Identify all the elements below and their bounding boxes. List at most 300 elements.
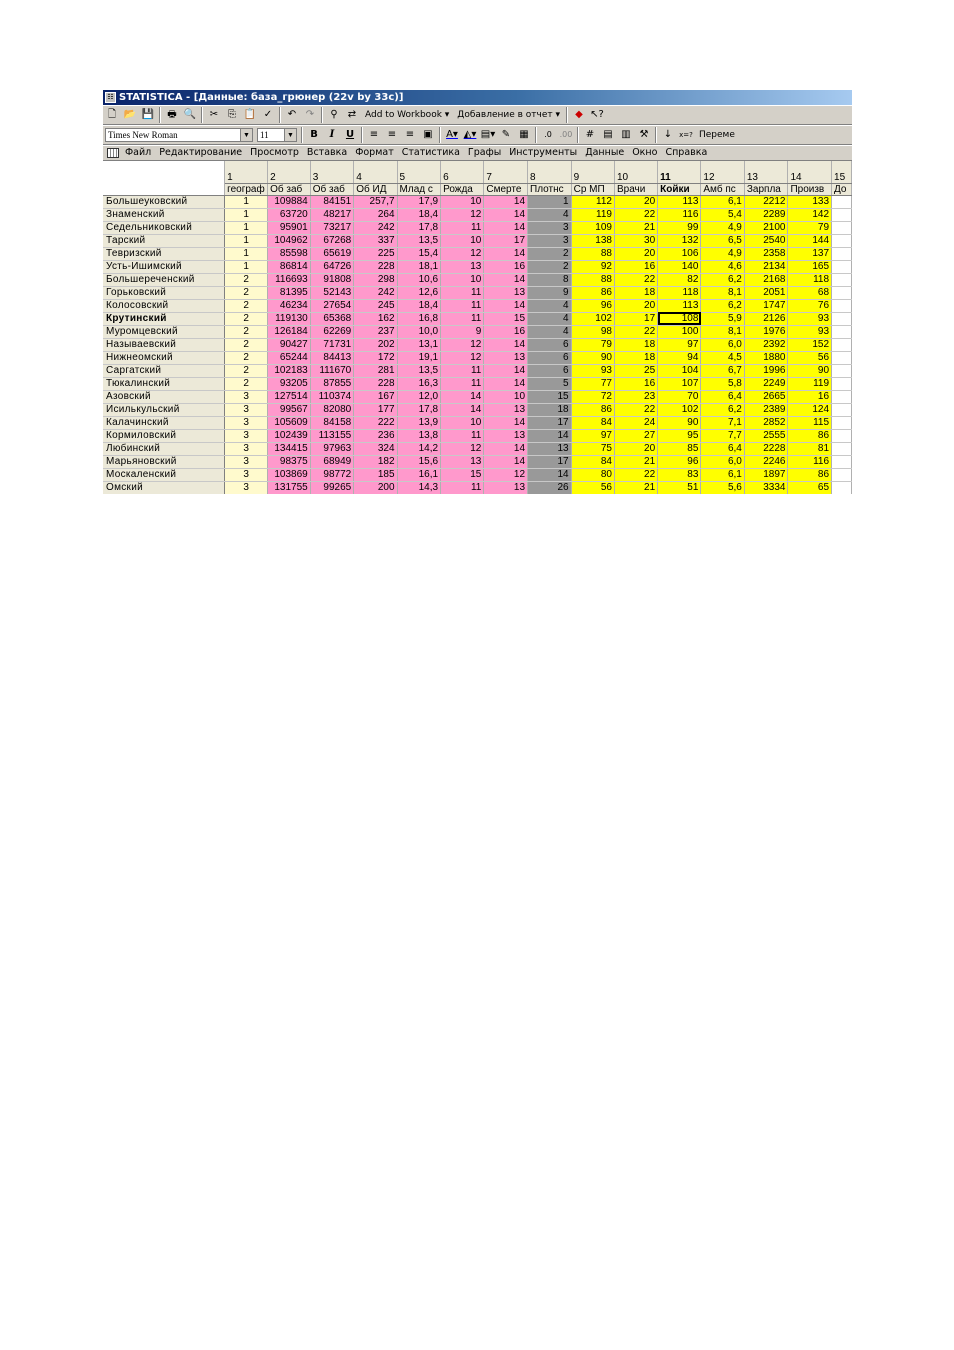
data-cell[interactable]: 98772 [310, 468, 354, 481]
data-cell[interactable]: 63720 [268, 208, 311, 221]
data-cell[interactable]: 80 [571, 468, 614, 481]
insert-variable-icon[interactable]: ▤ [603, 129, 613, 140]
data-cell[interactable]: 98 [571, 325, 614, 338]
data-cell[interactable]: 182 [354, 455, 397, 468]
data-cell[interactable]: 84151 [310, 195, 354, 208]
data-cell[interactable]: 2100 [744, 221, 788, 234]
font-name-combo[interactable] [105, 128, 253, 142]
data-cell[interactable]: 21 [614, 221, 657, 234]
data-cell[interactable]: 16,1 [397, 468, 441, 481]
data-cell[interactable]: 21 [614, 481, 657, 494]
data-cell[interactable]: 18,4 [397, 299, 441, 312]
data-cell[interactable]: 108 [658, 312, 701, 325]
data-cell[interactable]: 2 [225, 338, 268, 351]
data-cell[interactable]: 95901 [268, 221, 311, 234]
data-cell[interactable]: 18 [614, 286, 657, 299]
data-cell[interactable]: 13,8 [397, 429, 441, 442]
data-cell[interactable]: 22 [614, 208, 657, 221]
data-cell[interactable]: 65368 [310, 312, 354, 325]
data-cell[interactable]: 82080 [310, 403, 354, 416]
title-bar[interactable] [103, 90, 852, 105]
data-cell[interactable]: 70 [658, 390, 701, 403]
data-cell[interactable]: 10 [441, 416, 484, 429]
data-cell[interactable]: 14 [528, 429, 572, 442]
data-cell[interactable]: 14 [484, 221, 528, 234]
data-cell[interactable]: 185 [354, 468, 397, 481]
data-cell[interactable]: 85 [658, 442, 701, 455]
case-name[interactable]: Любинский [103, 442, 225, 455]
menu-item[interactable]: Файл [125, 147, 152, 158]
data-cell[interactable]: 9 [528, 286, 572, 299]
data-cell[interactable]: 16,3 [397, 377, 441, 390]
data-cell[interactable]: 2555 [744, 429, 788, 442]
data-cell[interactable]: 23 [614, 390, 657, 403]
data-cell[interactable]: 72 [571, 390, 614, 403]
data-cell[interactable]: 4 [528, 208, 572, 221]
sort-icon[interactable]: ↓ [663, 129, 673, 140]
data-cell[interactable]: 51 [658, 481, 701, 494]
copy-icon[interactable]: ⎘ [228, 109, 236, 120]
data-cell[interactable]: 162 [354, 312, 397, 325]
data-cell[interactable]: 6,2 [701, 273, 744, 286]
data-cell[interactable]: 13 [441, 260, 484, 273]
data-cell[interactable]: 46234 [268, 299, 311, 312]
data-cell[interactable]: 2 [225, 364, 268, 377]
data-cell[interactable]: 1 [528, 195, 572, 208]
data-cell[interactable]: 3 [225, 390, 268, 403]
data-cell[interactable]: 15 [484, 312, 528, 325]
data-cell[interactable]: 6,1 [701, 195, 744, 208]
data-cell[interactable]: 91808 [310, 273, 354, 286]
data-cell[interactable]: 11 [441, 377, 484, 390]
merge-cells-icon[interactable]: ▣ [423, 129, 433, 140]
data-cell[interactable]: 20 [614, 247, 657, 260]
data-cell[interactable]: 13 [484, 481, 528, 494]
menu-item[interactable]: Статистика [401, 147, 460, 158]
data-cell[interactable]: 13 [484, 429, 528, 442]
data-cell[interactable]: 56 [788, 351, 832, 364]
data-cell[interactable]: 242 [354, 286, 397, 299]
data-cell[interactable]: 10,0 [397, 325, 441, 338]
data-cell[interactable]: 2 [225, 299, 268, 312]
data-cell[interactable]: 134415 [268, 442, 311, 455]
data-cell[interactable] [832, 416, 852, 429]
data-cell[interactable]: 4,9 [701, 247, 744, 260]
data-cell[interactable]: 12,0 [397, 390, 441, 403]
data-cell[interactable] [832, 234, 852, 247]
data-cell[interactable]: 133 [788, 195, 832, 208]
data-cell[interactable] [832, 468, 852, 481]
data-cell[interactable]: 1 [225, 195, 268, 208]
data-cell[interactable]: 119 [571, 208, 614, 221]
data-cell[interactable]: 106 [658, 247, 701, 260]
data-cell[interactable]: 2 [528, 247, 572, 260]
data-cell[interactable]: 14 [484, 338, 528, 351]
data-cell[interactable]: 4,9 [701, 221, 744, 234]
data-cell[interactable]: 68949 [310, 455, 354, 468]
data-cell[interactable]: 19,1 [397, 351, 441, 364]
data-cell[interactable]: 2665 [744, 390, 788, 403]
data-cell[interactable]: 20 [614, 442, 657, 455]
data-cell[interactable]: 102 [658, 403, 701, 416]
borders-icon[interactable]: ▤▾ [480, 129, 496, 140]
case-name[interactable]: Нижнеомский [103, 351, 225, 364]
data-cell[interactable]: 13 [484, 286, 528, 299]
data-cell[interactable]: 12 [441, 351, 484, 364]
data-cell[interactable]: 12 [484, 468, 528, 481]
case-name[interactable]: Тюкалинский [103, 377, 225, 390]
case-names-icon[interactable]: x=? [679, 131, 693, 139]
data-cell[interactable]: 18 [614, 351, 657, 364]
data-cell[interactable]: 2 [225, 312, 268, 325]
data-cell[interactable]: 116 [788, 455, 832, 468]
column-header[interactable]: Рожда [441, 183, 484, 195]
data-cell[interactable]: 10,6 [397, 273, 441, 286]
data-cell[interactable]: 14,2 [397, 442, 441, 455]
data-cell[interactable]: 86 [571, 286, 614, 299]
data-cell[interactable]: 17 [484, 234, 528, 247]
data-cell[interactable]: 1747 [744, 299, 788, 312]
data-cell[interactable] [832, 260, 852, 273]
data-cell[interactable]: 9 [441, 325, 484, 338]
tools-icon[interactable]: ⚒ [639, 129, 649, 140]
case-name[interactable]: Седельниковский [103, 221, 225, 234]
data-cell[interactable]: 1976 [744, 325, 788, 338]
column-number[interactable]: 14 [788, 161, 832, 183]
data-cell[interactable] [832, 364, 852, 377]
align-right-icon[interactable]: ≡ [405, 129, 415, 140]
data-cell[interactable]: 17,8 [397, 221, 441, 234]
column-number[interactable]: 2 [268, 161, 311, 183]
data-cell[interactable]: 2 [225, 377, 268, 390]
data-cell[interactable]: 105609 [268, 416, 311, 429]
case-name[interactable]: Крутинский [103, 312, 225, 325]
case-name[interactable]: Исилькульский [103, 403, 225, 416]
case-name[interactable]: Омский [103, 481, 225, 494]
data-cell[interactable]: 73217 [310, 221, 354, 234]
data-cell[interactable]: 13,9 [397, 416, 441, 429]
data-cell[interactable]: 20 [614, 299, 657, 312]
data-cell[interactable]: 20 [614, 195, 657, 208]
data-cell[interactable]: 115 [788, 416, 832, 429]
data-cell[interactable] [832, 273, 852, 286]
column-header[interactable]: Млад с [397, 183, 441, 195]
data-cell[interactable]: 113 [658, 299, 701, 312]
data-cell[interactable]: 1 [225, 221, 268, 234]
add-to-report-button[interactable]: Добавление в отчет ▾ [457, 110, 561, 120]
data-cell[interactable]: 3 [225, 481, 268, 494]
align-center-icon[interactable]: ≡ [387, 129, 397, 140]
data-cell[interactable]: 93 [788, 325, 832, 338]
data-cell[interactable]: 93 [571, 364, 614, 377]
data-cell[interactable]: 99567 [268, 403, 311, 416]
data-cell[interactable]: 102439 [268, 429, 311, 442]
data-cell[interactable]: 144 [788, 234, 832, 247]
data-cell[interactable] [832, 286, 852, 299]
spreadsheet-doc-icon[interactable] [107, 148, 119, 158]
data-cell[interactable]: 30 [614, 234, 657, 247]
data-cell[interactable] [832, 338, 852, 351]
data-cell[interactable]: 11 [441, 312, 484, 325]
data-cell[interactable]: 138 [571, 234, 614, 247]
column-number[interactable]: 10 [614, 161, 657, 183]
data-cell[interactable]: 25 [614, 364, 657, 377]
data-cell[interactable] [832, 442, 852, 455]
find-binoculars-icon[interactable]: ⚲ [330, 109, 338, 120]
data-cell[interactable]: 2051 [744, 286, 788, 299]
data-cell[interactable]: 2126 [744, 312, 788, 325]
data-cell[interactable] [832, 221, 852, 234]
column-number[interactable]: 12 [701, 161, 744, 183]
data-cell[interactable]: 14 [441, 390, 484, 403]
data-cell[interactable] [832, 195, 852, 208]
data-cell[interactable]: 6,4 [701, 390, 744, 403]
marker-icon[interactable]: ✎ [501, 129, 511, 140]
data-cell[interactable]: 17 [614, 312, 657, 325]
data-cell[interactable]: 27 [614, 429, 657, 442]
data-cell[interactable]: 93 [788, 312, 832, 325]
data-cell[interactable]: 10 [441, 195, 484, 208]
data-cell[interactable]: 8,1 [701, 286, 744, 299]
column-header[interactable]: Зарпла [744, 183, 788, 195]
data-cell[interactable]: 27654 [310, 299, 354, 312]
data-cell[interactable]: 222 [354, 416, 397, 429]
data-cell[interactable]: 76 [788, 299, 832, 312]
data-cell[interactable] [832, 208, 852, 221]
data-cell[interactable]: 87855 [310, 377, 354, 390]
data-cell[interactable]: 100 [658, 325, 701, 338]
data-cell[interactable]: 90 [571, 351, 614, 364]
data-cell[interactable]: 131755 [268, 481, 311, 494]
data-cell[interactable]: 113155 [310, 429, 354, 442]
data-cell[interactable]: 17,9 [397, 195, 441, 208]
menu-item[interactable]: Формат [355, 147, 394, 158]
format-painter-icon[interactable]: ✓ [263, 109, 273, 120]
column-header[interactable]: Амб пс [701, 183, 744, 195]
data-cell[interactable]: 75 [571, 442, 614, 455]
data-cell[interactable]: 2249 [744, 377, 788, 390]
redo-icon[interactable]: ↷ [305, 109, 315, 120]
data-cell[interactable]: 2246 [744, 455, 788, 468]
data-cell[interactable]: 6,0 [701, 338, 744, 351]
chevron-down-icon[interactable]: ▼ [284, 129, 296, 141]
data-cell[interactable]: 99265 [310, 481, 354, 494]
data-cell[interactable]: 137 [788, 247, 832, 260]
data-cell[interactable]: 6,2 [701, 403, 744, 416]
data-cell[interactable]: 65619 [310, 247, 354, 260]
column-number[interactable]: 5 [397, 161, 441, 183]
data-cell[interactable]: 104962 [268, 234, 311, 247]
column-number[interactable]: 9 [571, 161, 614, 183]
data-cell[interactable] [832, 247, 852, 260]
data-cell[interactable]: 88 [571, 247, 614, 260]
data-cell[interactable]: 96 [658, 455, 701, 468]
data-cell[interactable] [832, 429, 852, 442]
data-cell[interactable]: 97 [571, 429, 614, 442]
menu-item[interactable]: Графы [467, 147, 502, 158]
data-cell[interactable]: 127514 [268, 390, 311, 403]
data-cell[interactable]: 110374 [310, 390, 354, 403]
variable-specs-icon[interactable]: # [585, 129, 595, 140]
data-cell[interactable]: 84413 [310, 351, 354, 364]
eraser-icon[interactable]: ◆ [575, 109, 583, 120]
menu-item[interactable]: Окно [632, 147, 658, 158]
data-cell[interactable]: 3 [225, 442, 268, 455]
column-header[interactable]: До [832, 183, 852, 195]
data-cell[interactable]: 113 [658, 195, 701, 208]
case-name[interactable]: Кормиловский [103, 429, 225, 442]
open-folder-icon[interactable]: 📂 [123, 109, 137, 120]
data-cell[interactable] [832, 351, 852, 364]
data-cell[interactable]: 118 [658, 286, 701, 299]
column-header[interactable]: Плотнс [528, 183, 572, 195]
data-cell[interactable]: 86 [571, 403, 614, 416]
data-cell[interactable]: 2134 [744, 260, 788, 273]
data-cell[interactable]: 140 [658, 260, 701, 273]
column-number[interactable]: 4 [354, 161, 397, 183]
data-cell[interactable]: 12 [441, 442, 484, 455]
data-cell[interactable]: 11 [441, 364, 484, 377]
data-cell[interactable]: 5,9 [701, 312, 744, 325]
data-cell[interactable]: 1 [225, 208, 268, 221]
column-number[interactable]: 6 [441, 161, 484, 183]
data-cell[interactable]: 97 [658, 338, 701, 351]
data-cell[interactable]: 65 [788, 481, 832, 494]
data-cell[interactable]: 119130 [268, 312, 311, 325]
data-cell[interactable]: 79 [571, 338, 614, 351]
data-cell[interactable]: 3 [225, 429, 268, 442]
data-cell[interactable]: 165 [788, 260, 832, 273]
data-cell[interactable]: 62269 [310, 325, 354, 338]
data-cell[interactable]: 281 [354, 364, 397, 377]
data-cell[interactable]: 90427 [268, 338, 311, 351]
data-cell[interactable]: 81395 [268, 286, 311, 299]
data-cell[interactable]: 90 [788, 364, 832, 377]
case-name[interactable]: Тарский [103, 234, 225, 247]
data-cell[interactable]: 26 [528, 481, 572, 494]
data-cell[interactable]: 6 [528, 364, 572, 377]
data-cell[interactable]: 22 [614, 468, 657, 481]
data-cell[interactable]: 12 [441, 247, 484, 260]
data-cell[interactable]: 86 [788, 429, 832, 442]
data-cell[interactable]: 2 [225, 325, 268, 338]
data-cell[interactable]: 4,6 [701, 260, 744, 273]
column-header[interactable]: Ср МП [571, 183, 614, 195]
case-name[interactable]: Знаменский [103, 208, 225, 221]
data-cell[interactable]: 4,5 [701, 351, 744, 364]
insert-case-icon[interactable]: ▥ [621, 129, 631, 140]
data-cell[interactable]: 17 [528, 416, 572, 429]
data-cell[interactable]: 132 [658, 234, 701, 247]
data-cell[interactable]: 2 [225, 273, 268, 286]
data-cell[interactable]: 95 [658, 429, 701, 442]
data-cell[interactable]: 18,1 [397, 260, 441, 273]
case-name[interactable]: Марьяновский [103, 455, 225, 468]
data-cell[interactable]: 93205 [268, 377, 311, 390]
data-cell[interactable]: 13 [441, 455, 484, 468]
data-cell[interactable]: 119 [788, 377, 832, 390]
data-cell[interactable]: 8,1 [701, 325, 744, 338]
data-cell[interactable]: 14 [528, 468, 572, 481]
data-cell[interactable]: 18,4 [397, 208, 441, 221]
data-cell[interactable]: 3 [225, 455, 268, 468]
data-cell[interactable]: 10 [441, 234, 484, 247]
data-cell[interactable]: 2212 [744, 195, 788, 208]
column-number[interactable]: 11 [658, 161, 701, 183]
case-name[interactable]: Колосовский [103, 299, 225, 312]
data-cell[interactable]: 111670 [310, 364, 354, 377]
data-cell[interactable]: 11 [441, 286, 484, 299]
data-cell[interactable]: 6,0 [701, 455, 744, 468]
case-name[interactable]: Называевский [103, 338, 225, 351]
data-cell[interactable]: 3 [225, 403, 268, 416]
bold-button[interactable]: B [310, 129, 318, 140]
data-cell[interactable]: 1 [225, 260, 268, 273]
data-cell[interactable]: 2358 [744, 247, 788, 260]
case-name[interactable]: Большереченский [103, 273, 225, 286]
decrease-decimal-icon[interactable]: .00 [559, 130, 573, 139]
data-cell[interactable]: 17,8 [397, 403, 441, 416]
data-cell[interactable]: 11 [441, 299, 484, 312]
data-cell[interactable]: 22 [614, 403, 657, 416]
case-name[interactable]: Москаленский [103, 468, 225, 481]
data-cell[interactable]: 85598 [268, 247, 311, 260]
data-cell[interactable]: 1880 [744, 351, 788, 364]
data-cell[interactable]: 18 [614, 338, 657, 351]
column-header[interactable]: географ [225, 183, 268, 195]
data-cell[interactable]: 167 [354, 390, 397, 403]
data-cell[interactable]: 109 [571, 221, 614, 234]
data-cell[interactable]: 112 [571, 195, 614, 208]
data-cell[interactable]: 152 [788, 338, 832, 351]
data-cell[interactable]: 10 [484, 390, 528, 403]
data-cell[interactable]: 12,6 [397, 286, 441, 299]
menu-item[interactable]: Данные [585, 147, 625, 158]
data-cell[interactable]: 14 [441, 403, 484, 416]
data-cell[interactable]: 98375 [268, 455, 311, 468]
data-cell[interactable]: 142 [788, 208, 832, 221]
data-cell[interactable]: 14 [484, 455, 528, 468]
font-size-combo[interactable] [257, 128, 297, 142]
data-cell[interactable]: 14 [484, 442, 528, 455]
case-name[interactable]: Горьковский [103, 286, 225, 299]
column-number[interactable]: 7 [484, 161, 528, 183]
data-cell[interactable]: 81 [788, 442, 832, 455]
data-cell[interactable]: 202 [354, 338, 397, 351]
data-cell[interactable]: 64726 [310, 260, 354, 273]
data-cell[interactable]: 2 [225, 286, 268, 299]
data-cell[interactable]: 5,8 [701, 377, 744, 390]
data-cell[interactable]: 2852 [744, 416, 788, 429]
data-cell[interactable]: 4 [528, 312, 572, 325]
context-help-icon[interactable]: ↖? [590, 109, 604, 120]
data-cell[interactable]: 3 [225, 468, 268, 481]
data-cell[interactable]: 84 [571, 455, 614, 468]
data-cell[interactable]: 1 [225, 234, 268, 247]
chevron-down-icon[interactable]: ▼ [240, 129, 252, 141]
data-cell[interactable] [832, 403, 852, 416]
data-cell[interactable]: 16 [484, 260, 528, 273]
data-cell[interactable]: 102 [571, 312, 614, 325]
font-color-icon[interactable]: A▾ [446, 129, 458, 140]
data-cell[interactable]: 337 [354, 234, 397, 247]
data-cell[interactable]: 324 [354, 442, 397, 455]
cut-icon[interactable]: ✂ [209, 109, 219, 120]
data-cell[interactable]: 6 [528, 338, 572, 351]
data-cell[interactable]: 257,7 [354, 195, 397, 208]
data-cell[interactable]: 86 [788, 468, 832, 481]
data-cell[interactable] [832, 377, 852, 390]
